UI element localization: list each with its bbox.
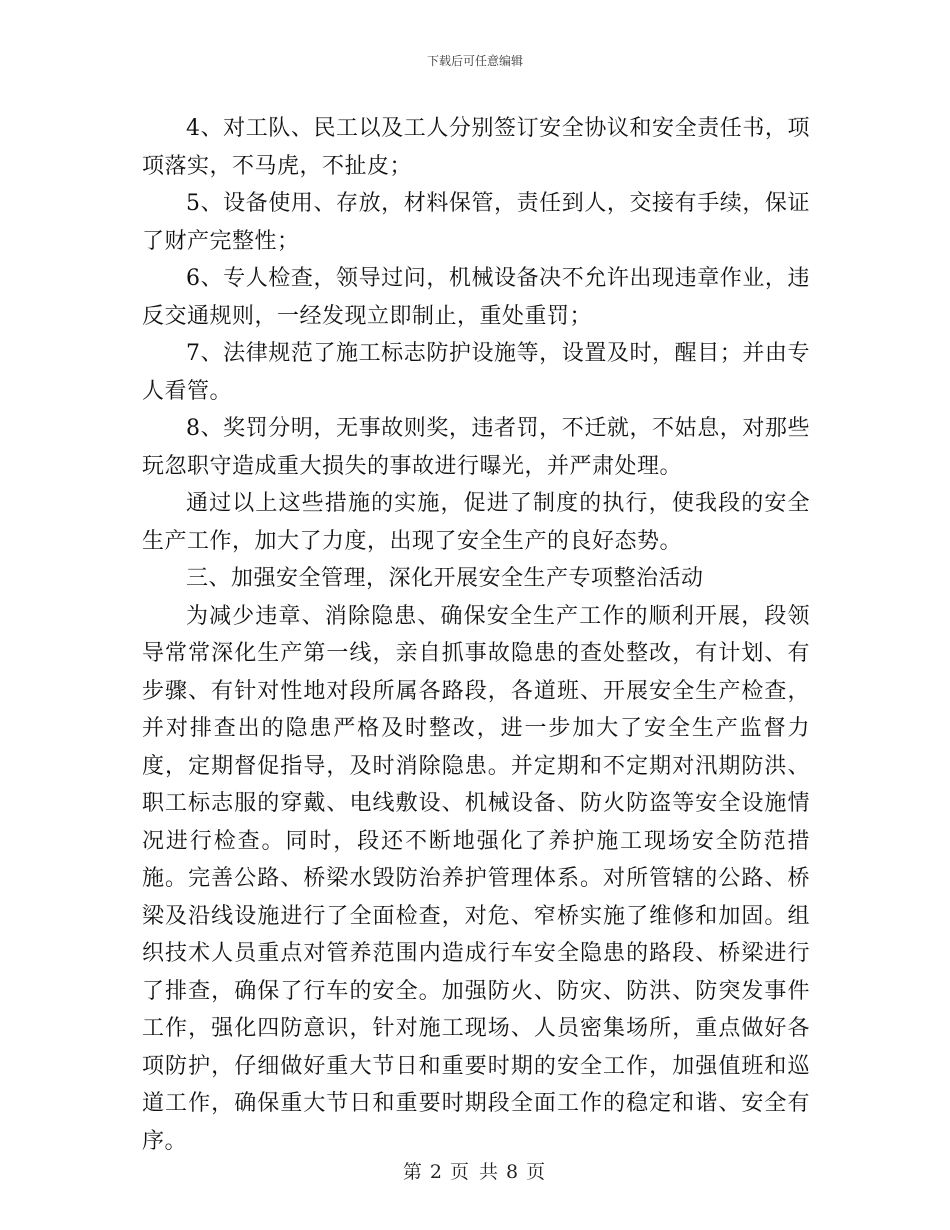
section-heading-3: 三、加强安全管理，深化开展安全生产专项整治活动	[186, 566, 704, 591]
paragraph-summary: 通过以上这些措施的实施，促进了制度的执行，使我段的安全生产工作，加大了力度，出现了安全生产的良好态势。	[142, 491, 810, 554]
page-mid-text: 页 共	[449, 1161, 501, 1183]
total-page-number: 8	[506, 1161, 521, 1183]
paragraph-item-7: 7、法律规范了施工标志防护设施等，设置及时，醒目；并由专人看管。	[142, 341, 810, 404]
page-number-footer	[0, 1157, 950, 1184]
page-header-note: 下载后可任意编辑	[426, 54, 523, 68]
paragraph-item-5: 5、设备使用、存放，材料保管，责任到人，交接有手续，保证了财产完整性；	[142, 191, 810, 254]
document-body	[142, 110, 810, 1160]
paragraph-section-3-body: 为减少违章、消除隐患、确保安全生产工作的顺利开展，段领导常常深化生产第一线，亲自抓事故隐患的查处整改，有计划、有步骤、有针对性地对段所属各路段，各道班、开展安全生产检查，并对排查出的隐患严格及时整改，进一步加大了安全生产监督力度，定期督促指导，及时消除隐患。并定期和不定期对汛期防洪、职工标志服的穿戴、电线敷设、机械设备、防火防盗等安全设施情况进行检查。同时，段还不断地强化了养护施工现场安全防范措施。完善公路、桥梁水毁防治养护管理体系。对所管辖的公路、桥梁及沿线设施进行了全面检查，对危、窄桥实施了维修和加固。组织技术人员重点对管养范围内造成行车安全隐患的路段、桥梁进行了排查，确保了行车的安全。加强防火、防灾、防洪、防突发事件工作，强化四防意识，针对施工现场、人员密集场所，重点做好各项防护，仔细做好重大节日和重要时期的安全工作，加强值班和巡道工作，确保重大节日和重要时期段全面工作的稳定和谐、安全有序。	[142, 603, 810, 1154]
paragraph-item-8: 8、奖罚分明，无事故则奖，违者罚，不迁就，不姑息，对那些玩忽职守造成重大损失的事故进行曝光，并严肃处理。	[142, 416, 810, 479]
paragraph-item-4: 4、对工队、民工以及工人分别签订安全协议和安全责任书，项项落实，不马虎，不扯皮；	[142, 116, 810, 179]
current-page-number: 2	[429, 1161, 444, 1183]
page-suffix: 页	[526, 1161, 548, 1183]
paragraph-item-6: 6、专人检查，领导过问，机械设备决不允许出现违章作业，违反交通规则，一经发现立即制止，重处重罚；	[142, 266, 810, 329]
page-prefix: 第	[402, 1161, 424, 1183]
